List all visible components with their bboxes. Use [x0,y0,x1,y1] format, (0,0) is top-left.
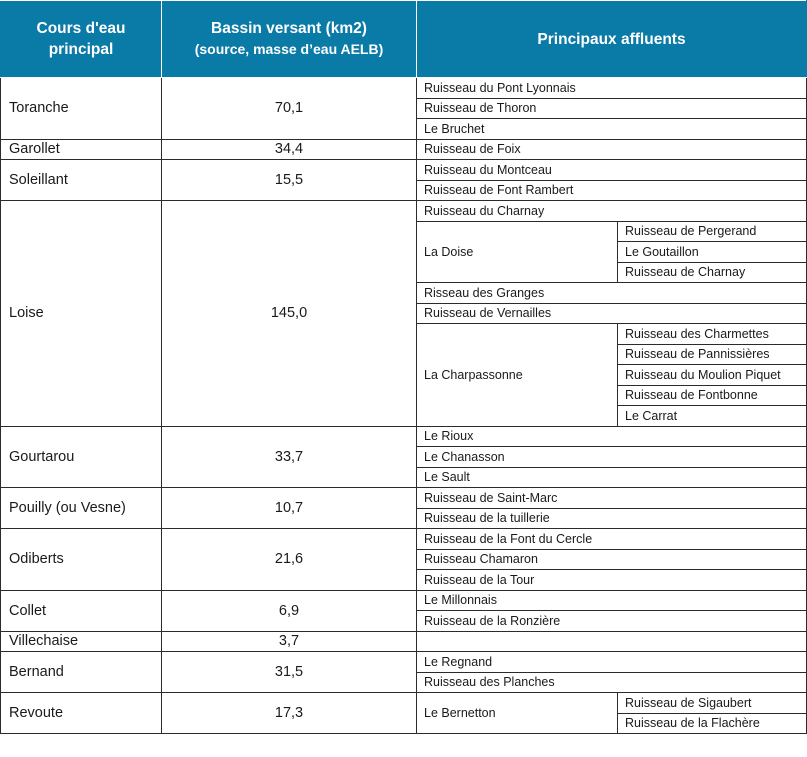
sub-tributary-name: Ruisseau du Moulion Piquet [618,365,807,386]
sub-tributary-name: Ruisseau de Sigaubert [618,693,807,714]
table-row [1,590,807,611]
tributary-name: Ruisseau des Planches [417,672,807,693]
tributary-name [417,631,807,652]
sub-tributary-name: Ruisseau de Charnay [618,262,807,283]
sub-tributary-name: Ruisseau de la Flachère [618,713,807,734]
basin-area: 21,6 [162,529,417,591]
header-basin-line1: Bassin versant (km2) [211,20,367,37]
river-name: Villechaise [1,631,162,652]
river-name: Pouilly (ou Vesne) [1,488,162,529]
basin-area: 6,9 [162,590,417,631]
tributary-name: Le Bruchet [417,119,807,140]
table-row [1,78,807,99]
river-name: Odiberts [1,529,162,591]
tributary-name: Ruisseau de la Tour [417,570,807,591]
table-row [1,631,807,652]
header-river-line1: Cours d'eau [36,20,126,37]
sub-tributary-name: Ruisseau de Pergerand [618,221,807,242]
sub-tributary-name: Le Carrat [618,406,807,427]
river-name: Garollet [1,139,162,160]
basin-area: 145,0 [162,201,417,427]
tributary-name: Le Sault [417,467,807,488]
tributary-name: Ruisseau Chamaron [417,549,807,570]
header-river [1,1,162,78]
table-row [1,529,807,550]
header-row [1,1,807,78]
tributary-name: Ruisseau de Thoron [417,98,807,119]
basin-area: 17,3 [162,693,417,734]
river-name: Soleillant [1,160,162,201]
basin-area: 3,7 [162,631,417,652]
header-basin-line2: (source, masse d’eau AELB) [194,41,384,57]
tributary-name: Ruisseau du Pont Lyonnais [417,78,807,99]
tributary-name: Ruisseau de la tuillerie [417,508,807,529]
basin-area: 31,5 [162,652,417,693]
basin-area: 33,7 [162,426,417,488]
tributary-name: La Doise [417,221,618,283]
tributary-name: Le Millonnais [417,590,807,611]
river-name: Collet [1,590,162,631]
header-river-line2: principal [48,41,114,58]
tributary-name: Le Regnand [417,652,807,673]
tributary-name: Ruisseau de Font Rambert [417,180,807,201]
table-row [1,652,807,673]
basin-area: 70,1 [162,78,417,140]
tributary-name: Le Chanasson [417,447,807,468]
table-row [1,488,807,509]
basin-area: 34,4 [162,139,417,160]
river-name: Loise [1,201,162,427]
header-basin [162,1,417,78]
table-row [1,139,807,160]
header-tributaries: Principaux affluents [417,1,807,78]
tributary-name: Ruisseau de Saint-Marc [417,488,807,509]
tributary-name: La Charpassonne [417,324,618,427]
table-row [1,201,807,222]
sub-tributary-name: Ruisseau des Charmettes [618,324,807,345]
sub-tributary-name: Le Goutaillon [618,242,807,263]
river-name: Gourtarou [1,426,162,488]
tributary-name: Ruisseau de la Ronzière [417,611,807,632]
table-row [1,160,807,181]
table-row [1,426,807,447]
tributary-name: Ruisseau du Charnay [417,201,807,222]
river-name: Bernand [1,652,162,693]
tributary-name: Risseau des Granges [417,283,807,304]
table-row [1,693,807,714]
tributary-name: Le Rioux [417,426,807,447]
basin-area: 10,7 [162,488,417,529]
sub-tributary-name: Ruisseau de Fontbonne [618,385,807,406]
tributary-name: Ruisseau de la Font du Cercle [417,529,807,550]
tributary-name: Ruisseau de Vernailles [417,303,807,324]
sub-tributary-name: Ruisseau de Pannissières [618,344,807,365]
river-name: Toranche [1,78,162,140]
table-body [1,78,807,734]
tributary-name: Ruisseau de Foix [417,139,807,160]
river-name: Revoute [1,693,162,734]
tributary-name: Le Bernetton [417,693,618,734]
tributary-name: Ruisseau du Montceau [417,160,807,181]
basin-area: 15,5 [162,160,417,201]
